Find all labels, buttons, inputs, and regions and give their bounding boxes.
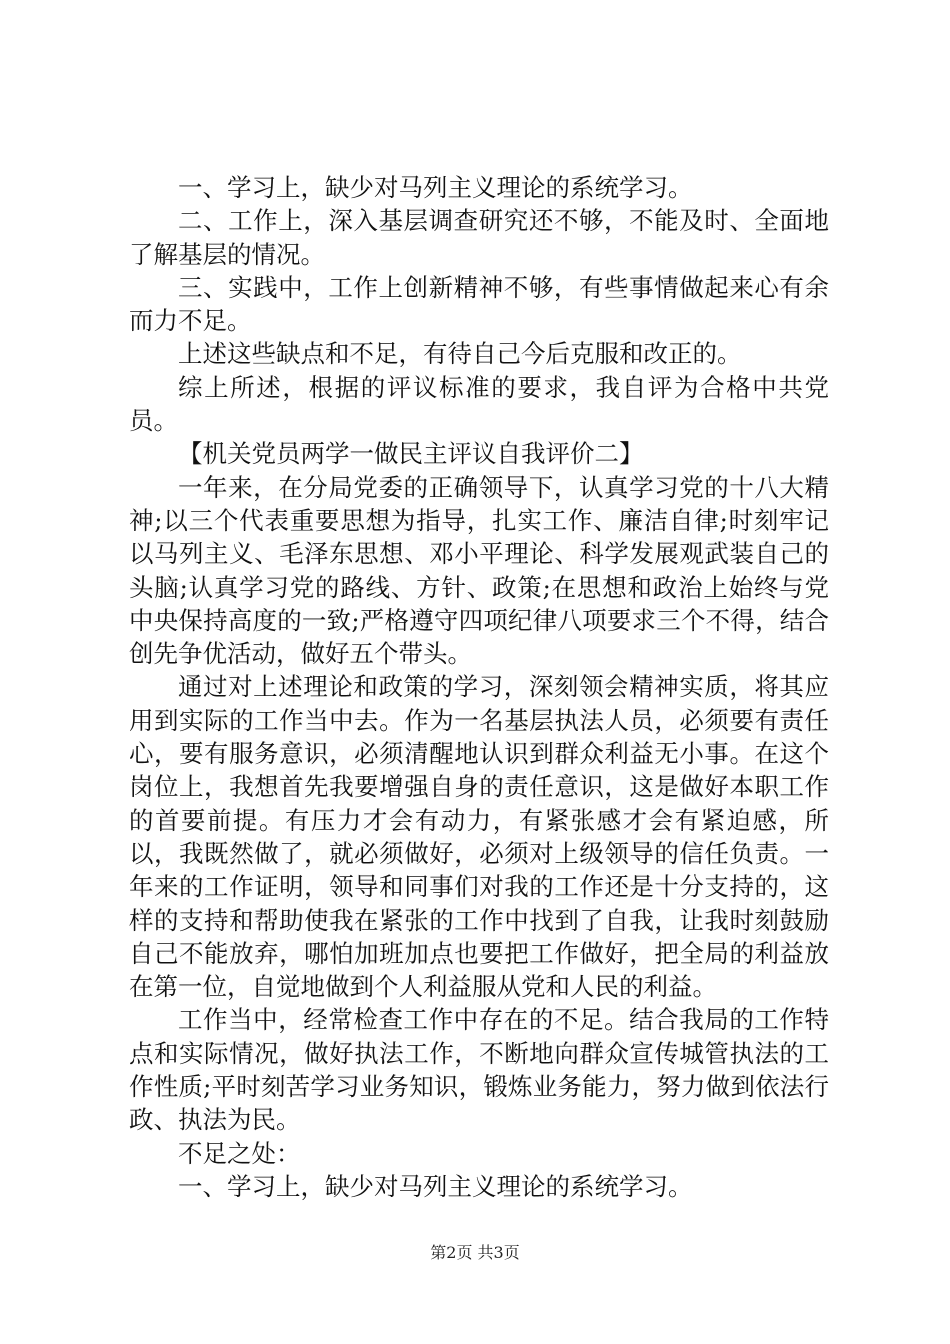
paragraph-deficiency-1: 一、学习上，缺少对马列主义理论的系统学习。	[178, 1171, 693, 1201]
page-number: 第2页 共3页	[430, 1243, 520, 1262]
paragraph-shortcoming-3: 三、实践中，工作上创新精神不够，有些事情做起来心有余而力不足。	[129, 272, 829, 336]
paragraph-work-review: 工作当中，经常检查工作中存在的不足。结合我局的工作特点和实际情况，做好执法工作，不断地向群众宣传城管执法的工作性质;平时刻苦学习业务知识，锻炼业务能力，努力做到依法行政、执法为民。	[129, 1005, 829, 1135]
paragraph-study-application: 通过对上述理论和政策的学习，深刻领会精神实质，将其应用到实际的工作当中去。作为一名基层执法人员，必须要有责任心，要有服务意识，必须清醒地认识到群众利益无小事。在这个岗位上，我想首先我要增强自身的责任意识，这是做好本职工作的首要前提。有压力才会有动力，有紧张感才会有紧迫感，所以，我既然做了，就必须做好，必须对上级领导的信任负责。一年来的工作证明，领导和同事们对我的工作还是十分支持的，这样的支持和帮助使我在紧张的工作中找到了自我，让我时刻鼓励自己不能放弃，哪怕加班加点也要把工作做好，把全局的利益放在第一位，自觉地做到个人利益服从党和人民的利益。	[129, 672, 829, 1002]
paragraph-correction: 上述这些缺点和不足，有待自己今后克服和改正的。	[178, 339, 742, 369]
section-heading: 【机关党员两学一做民主评议自我评价二】	[178, 439, 644, 469]
paragraph-conclusion: 综上所述，根据的评议标准的要求，我自评为合格中共党员。	[129, 372, 829, 436]
paragraph-year-review: 一年来，在分局党委的正确领导下，认真学习党的十八大精神;以三个代表重要思想为指导，扎实工作、廉洁自律;时刻牢记以马列主义、毛泽东思想、邓小平理论、科学发展观武装自己的头脑;认真学习党的路线、方针、政策;在思想和政治上始终与党中央保持高度的一致;严格遵守四项纪律八项要求三个不得，结合创先争优活动，做好五个带头。	[129, 472, 829, 669]
paragraph-deficiencies-heading: 不足之处：	[178, 1138, 301, 1168]
paragraph-shortcoming-2: 二、工作上，深入基层调查研究还不够，不能及时、全面地了解基层的情况。	[129, 206, 829, 269]
paragraph-shortcoming-1: 一、学习上，缺少对马列主义理论的系统学习。	[178, 173, 693, 202]
document-body	[129, 171, 829, 1203]
